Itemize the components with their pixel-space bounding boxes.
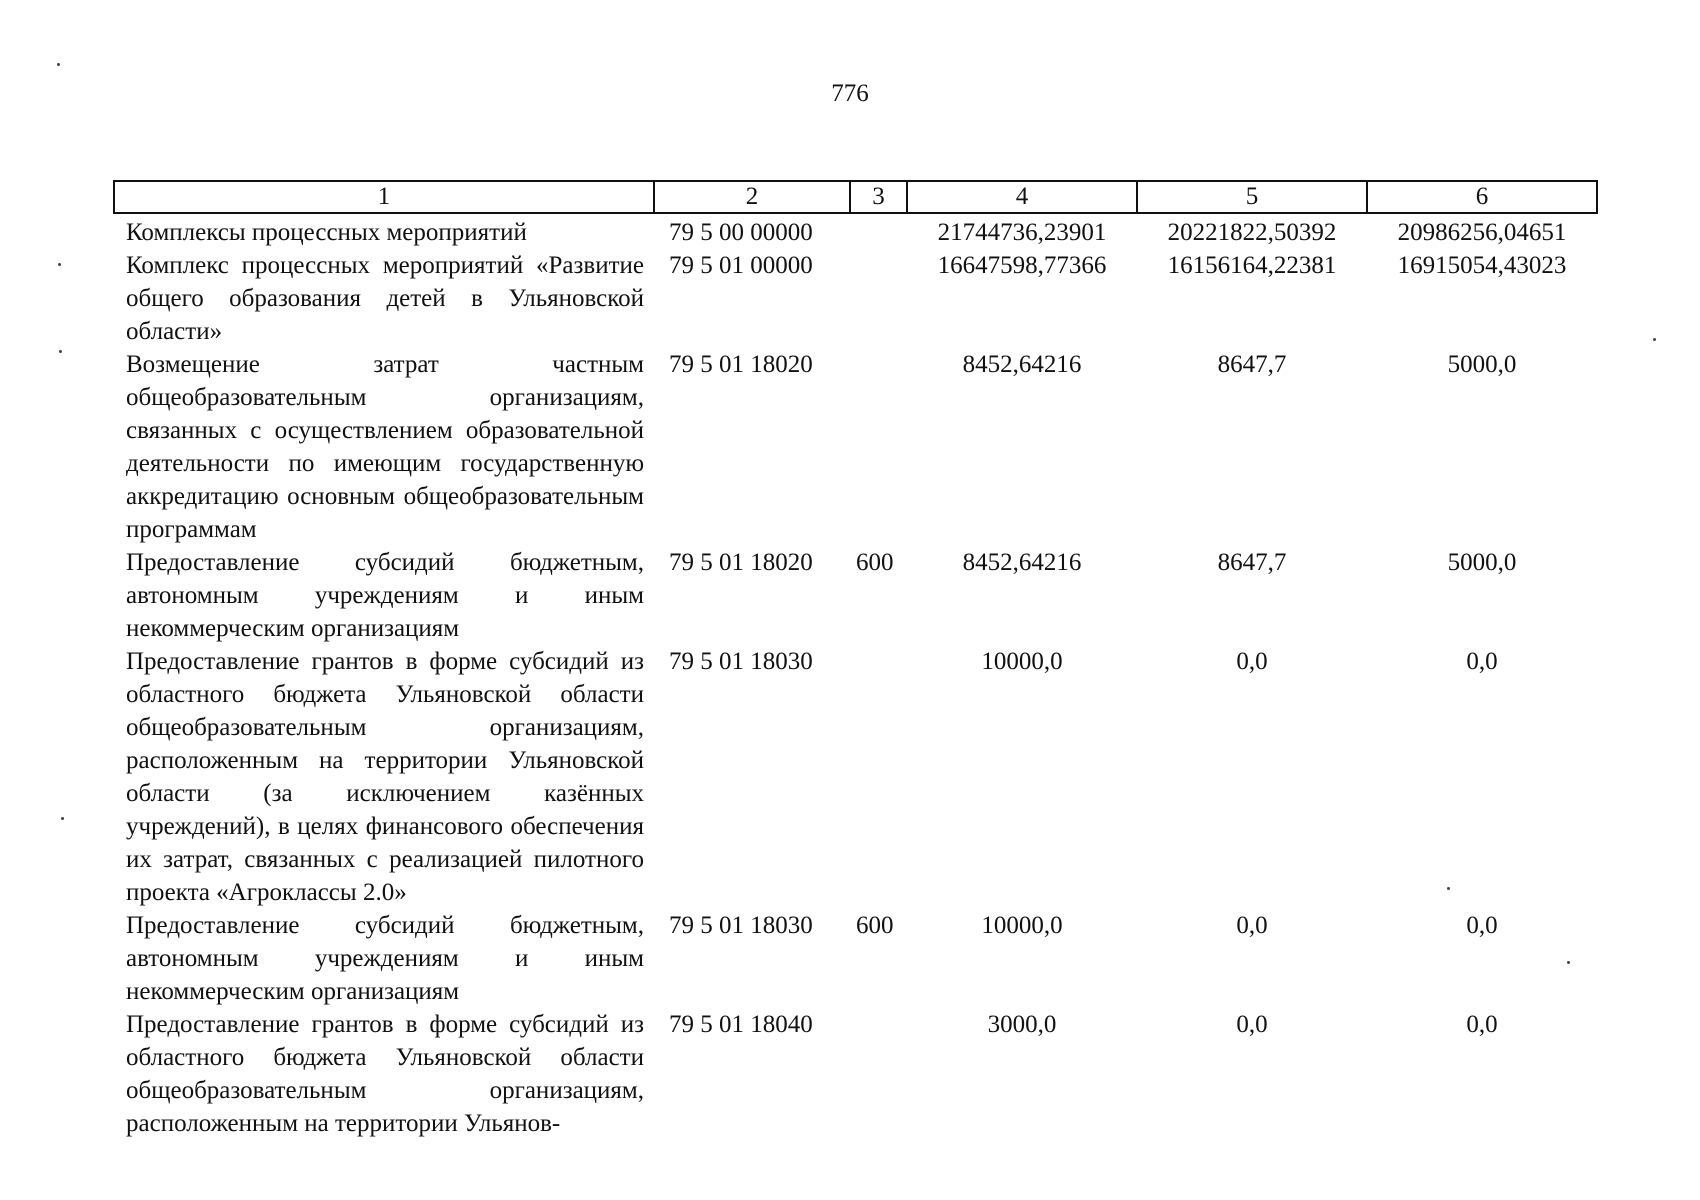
row-code: 79 5 01 18020 xyxy=(669,351,813,378)
row-value-1: 8452,64216 xyxy=(962,549,1082,576)
row-name: Предоставление субсидий бюджетным, автономным учреждениям и иным некоммерческим организациям xyxy=(126,912,644,1005)
row-code: 79 5 01 00000 xyxy=(669,252,813,279)
header-col-1: 1 xyxy=(114,181,654,213)
row-code: 79 5 01 18040 xyxy=(669,1011,813,1038)
row-name: Комплекс процессных мероприятий «Развитие общего образования детей в Ульяновской области» xyxy=(126,252,644,345)
row-value-2: 0,0 xyxy=(1236,648,1268,675)
row-name: Комплексы процессных мероприятий xyxy=(126,219,527,246)
budget-table xyxy=(113,180,1598,1140)
header-row xyxy=(114,181,1597,213)
row-code: 79 5 01 18030 xyxy=(669,648,813,675)
row-value-1: 3000,0 xyxy=(987,1011,1057,1038)
scan-speck xyxy=(58,263,61,266)
row-value-2: 0,0 xyxy=(1236,1011,1268,1038)
header-col-4: 4 xyxy=(907,181,1137,213)
row-value-3: 0,0 xyxy=(1466,648,1498,675)
row-code: 79 5 00 00000 xyxy=(669,219,813,246)
table-row xyxy=(114,216,1597,249)
header-col-3: 3 xyxy=(850,181,907,213)
scan-speck xyxy=(57,63,60,66)
row-type: 600 xyxy=(856,549,894,576)
scan-speck xyxy=(1653,338,1656,341)
scan-speck xyxy=(59,350,62,353)
row-value-2: 0,0 xyxy=(1236,912,1268,939)
row-type: 600 xyxy=(856,912,894,939)
row-value-2: 20221822,50392 xyxy=(1167,219,1337,246)
row-value-2: 16156164,22381 xyxy=(1167,252,1337,279)
header-col-2: 2 xyxy=(654,181,850,213)
scan-speck xyxy=(1447,887,1450,890)
row-type xyxy=(850,645,907,909)
page-number: 776 xyxy=(831,80,869,107)
row-name: Предоставление субсидий бюджетным, автономным учреждениям и иным некоммерческим организациям xyxy=(126,549,644,642)
row-value-3: 5000,0 xyxy=(1447,351,1517,378)
scan-speck xyxy=(61,817,64,820)
table-row xyxy=(114,348,1597,546)
row-type xyxy=(850,249,907,348)
row-code: 79 5 01 18020 xyxy=(669,549,813,576)
row-value-2: 8647,7 xyxy=(1217,351,1287,378)
row-type xyxy=(850,1008,907,1140)
row-value-1: 10000,0 xyxy=(981,912,1063,939)
header-col-6: 6 xyxy=(1367,181,1597,213)
row-name: Предоставление грантов в форме субсидий из областного бюджета Ульяновской области общеобразовательным организациям, расположенным на территории Ульяновской области (за исключением казённых учреждений), в целях финансового обеспечения их затрат, связанных с реализацией пилотного проекта «Агроклассы 2.0» xyxy=(126,648,644,906)
row-value-3: 20986256,04651 xyxy=(1397,219,1567,246)
row-value-1: 10000,0 xyxy=(981,648,1063,675)
row-type xyxy=(850,348,907,546)
row-name: Возмещение затрат частным общеобразовательным организациям, связанных с осуществлением образовательной деятельности по имеющим государственную аккредитацию основным общеобразовательным программам xyxy=(126,351,644,543)
row-value-3: 0,0 xyxy=(1466,1011,1498,1038)
table-row xyxy=(114,546,1597,645)
table-row xyxy=(114,909,1597,1008)
row-value-1: 8452,64216 xyxy=(962,351,1082,378)
table-row xyxy=(114,249,1597,348)
table-row xyxy=(114,645,1597,909)
row-value-1: 16647598,77366 xyxy=(937,252,1107,279)
row-value-1: 21744736,23901 xyxy=(937,219,1107,246)
row-value-3: 5000,0 xyxy=(1447,549,1517,576)
row-type xyxy=(850,216,907,249)
row-name: Предоставление грантов в форме субсидий из областного бюджета Ульяновской области общеобразовательным организациям, расположенным на территории Ульянов- xyxy=(126,1011,644,1137)
row-value-3: 0,0 xyxy=(1466,912,1498,939)
table-row xyxy=(114,1008,1597,1140)
row-value-2: 8647,7 xyxy=(1217,549,1287,576)
scan-speck xyxy=(1567,961,1570,964)
row-code: 79 5 01 18030 xyxy=(669,912,813,939)
row-value-3: 16915054,43023 xyxy=(1397,252,1567,279)
header-col-5: 5 xyxy=(1137,181,1367,213)
